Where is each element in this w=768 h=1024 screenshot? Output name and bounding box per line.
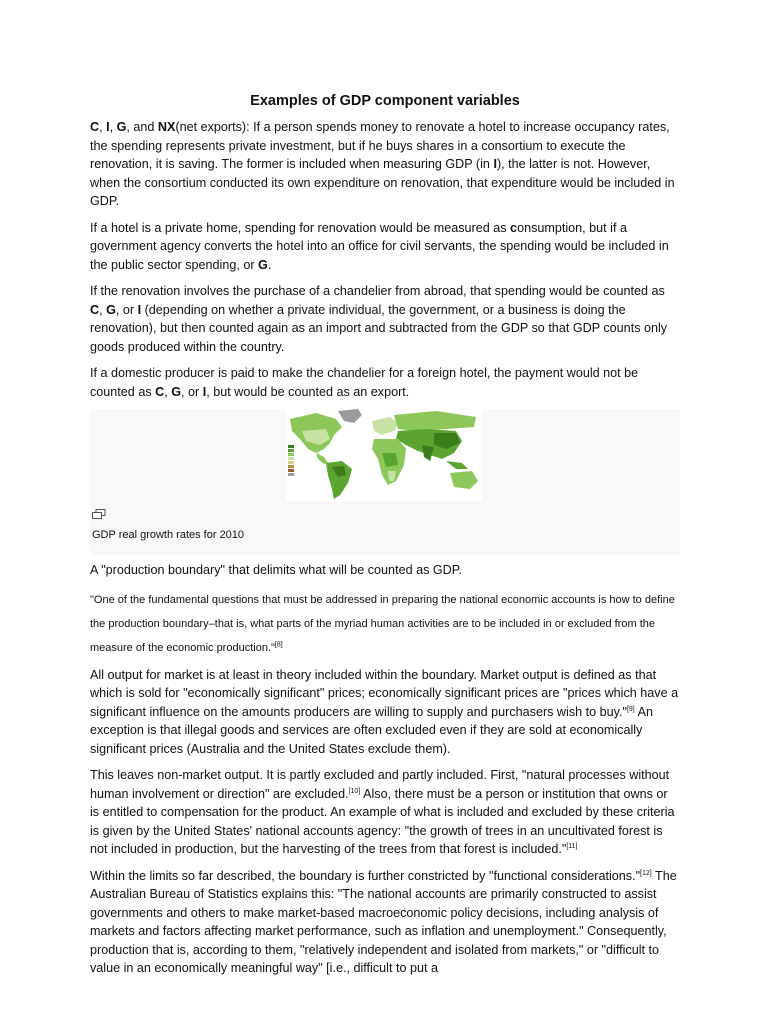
term-i: I [137, 302, 142, 317]
paragraph-text: Also, there must be a person or institution that owns or is entitled to compensation for the product. An example of what is included and excluded by these criteria is given by the United States' national accounts agency: "the growth of trees in an uncultivated forest is not included in production, but the harvesting of the trees from that forest is included." [90, 786, 675, 856]
term-c: C [155, 384, 165, 399]
term-c: C [90, 120, 100, 134]
term-c: c [510, 220, 518, 235]
paragraph-text: An exception is that illegal goods and services are often excluded even if they are sold at economically significant prices (Australia and the United States exclude them). [90, 704, 653, 756]
world-map-graphic [286, 409, 482, 501]
term-g: G [258, 257, 268, 272]
term-g: G [106, 302, 116, 317]
paragraph-production-boundary: A "production boundary" that delimits what will be counted as GDP. [90, 563, 463, 577]
citation-ref[interactable]: [12] [640, 869, 652, 877]
quote-body: "One of the fundamental questions that must be addressed in preparing the national economic accounts is how to define the production boundary–that is, what parts of the myriad human activities are to be included in or excluded from the measure of the economic production." [90, 593, 675, 654]
term-i: I [202, 384, 207, 399]
paragraph-components [90, 118, 680, 211]
separator: , and [126, 120, 158, 134]
citation-ref[interactable]: [9] [626, 705, 635, 713]
paragraph-text: onsumption, but if a government agency converts the hotel into an office for civil servants, the spending would be included in the public sector spending, or [90, 220, 669, 272]
paragraph-market-output [90, 666, 680, 759]
paragraph-functional-considerations [90, 867, 680, 978]
separator: , [164, 384, 172, 399]
paragraph-text: If a hotel is a private home, spending for renovation would be measured as [90, 220, 511, 235]
paragraph-text: (depending on whether a private individual, the government, or a business is doing the renovation), but then counted again as an import and subtracted from the GDP so that GDP counts only goods produced within the country. [90, 302, 668, 354]
separator: , [99, 302, 107, 317]
section-title: Examples of GDP component variables [250, 93, 520, 109]
expand-icon[interactable] [92, 509, 106, 519]
citation-ref[interactable]: [8] [274, 640, 283, 648]
term-nx: NX [157, 120, 176, 134]
paragraph-text: If a domestic producer is paid to make the chandelier for a foreign hotel, the payment would not be counted as [90, 366, 639, 399]
world-map-image[interactable] [286, 409, 482, 501]
paragraph-non-market-output [90, 766, 680, 859]
quote-text [90, 588, 680, 660]
term-i: I [493, 157, 497, 171]
paragraph-chandelier-import [90, 282, 680, 356]
term-i: I [106, 120, 110, 134]
blockquote [90, 588, 680, 660]
citation-ref[interactable]: [10] [348, 787, 361, 795]
separator: , [99, 120, 107, 134]
term-c: C [90, 302, 100, 317]
separator: , [109, 120, 117, 134]
paragraph-text: (net exports): If a person spends money to renovate a hotel to increase occupancy rates, the spending represents private investment, but if he buys shares in a consortium to execute the renovation, it is saving. The former is included when measuring GDP (in [90, 120, 670, 171]
paragraph-text: This leaves non-market output. It is partly excluded and partly included. First, "natural processes without human involvement or direction" are excluded. [90, 768, 670, 801]
paragraph-text: Within the limits so far described, the boundary is further constricted by "functional considerations." [90, 868, 641, 883]
separator: , or [181, 384, 203, 399]
citation-ref[interactable]: [11] [566, 842, 578, 850]
article-body [90, 118, 680, 986]
paragraph-text: All output for market is at least in theory included within the boundary. Market output is defined as that which is sold for "economically significant" prices; economically significant prices are "prices which have a significant influence on the amounts producers are willing to supply and purchasers wish to buy." [90, 667, 679, 719]
paragraph-chandelier-export [90, 364, 680, 401]
term-g: G [171, 384, 182, 399]
figure-gdp-map [90, 409, 680, 555]
paragraph-text: , but would be counted as an export. [206, 384, 410, 399]
paragraph-text: If the renovation involves the purchase of a chandelier from abroad, that spending would be counted as [90, 284, 665, 298]
term-g: G [116, 120, 127, 134]
paragraph-text: The Australian Bureau of Statistics explains this: "The national accounts are primarily constructed to assist governments and others to make market-based macroeconomic policy decisions, including analysis of markets and factors affecting market performance, such as inflation and unemployment." Consequently, production that is, according to them, "relatively independent and isolated from markets," or "difficult to value in an economically meaningful way" [i.e., difficult to put a [90, 868, 677, 975]
paragraph-text: . [267, 257, 272, 272]
paragraph-text: ), the latter is not. However, when the consortium conducted its own expenditure on renovation, that expenditure would be included in GDP. [90, 157, 675, 208]
paragraph-private-home [90, 219, 680, 275]
separator: , or [115, 302, 138, 317]
figure-caption: GDP real growth rates for 2010 [92, 529, 245, 541]
